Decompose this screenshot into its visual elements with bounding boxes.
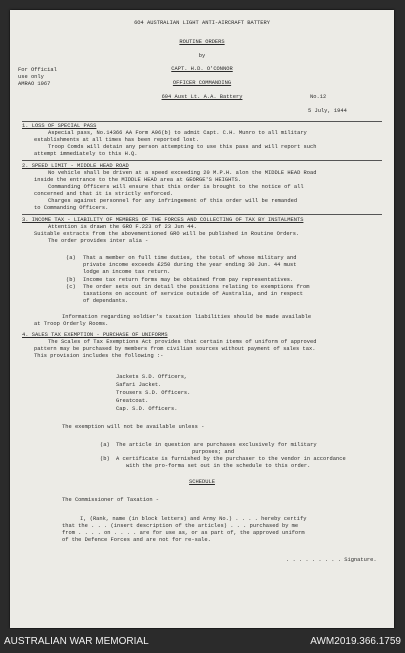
section-3-closing: at Troop Orderly Rooms. — [34, 321, 109, 327]
item-text: lodge an income tax return. — [83, 269, 171, 275]
section-1-line: establishments at all times has been reported lost. — [34, 137, 199, 143]
archive-name: AUSTRALIAN WAR MEMORIAL — [4, 636, 149, 647]
condition-text: purposes; and — [192, 449, 235, 455]
section-3-line: Suitable extracts from the abovementioned GRO will be published in Routine Orders. — [34, 231, 300, 237]
uniform-item: Trousers S.D. Officers. — [116, 390, 191, 396]
section-divider — [22, 214, 382, 215]
official-use-line-2: use only — [18, 74, 44, 80]
unit-name: 6O4 AUSTRALIAN LIGHT ANTI-AIRCRAFT BATTERY — [134, 20, 270, 26]
section-1-line: Aspecial pass, No.14366 AA Form A96(b) to admit Capt. C.H. Munro to all military — [48, 130, 307, 136]
section-2-line: No vehicle shall be driven at a speed exceeding 20 M.P.H. alon the MIDDLE HEAD Road — [48, 170, 317, 176]
condition-text: with the pro-forma set out in the schedule to this order. — [126, 463, 311, 469]
uniform-item: Cap. S.D. Officers. — [116, 406, 178, 412]
schedule-line: I, (Rank, name (in block letters) and Army No.) . . . . hereby certify — [80, 516, 307, 522]
section-1-line: Troop Comds will detain any person attempting to use this pass and will report such — [48, 144, 317, 150]
section-4-line: pattern may be purchased by members from civilian sources without payment of sales tax. — [34, 346, 316, 352]
schedule-addressee: The Commissioner of Taxation - — [62, 497, 160, 503]
document-page — [10, 10, 394, 628]
section-3-closing: Information regarding soldier's taxation liabilities should be made available — [62, 314, 312, 320]
schedule-title: SCHEDULE — [189, 479, 215, 485]
officer-role: OFFICER COMMANDING — [172, 80, 232, 86]
order-date: 5 July, 1944 — [308, 108, 347, 114]
condition-marker: (a) — [100, 442, 110, 448]
order-number: No.12 — [310, 94, 327, 100]
section-4-line: The Scales of Tax Exemptions Act provides that certain items of uniform of approved — [48, 339, 317, 345]
section-3-line: The order provides inter alia - — [48, 238, 149, 244]
section-divider — [22, 121, 382, 122]
item-text: of dependants. — [83, 298, 129, 304]
section-2-heading: 2. SPEED LIMIT - MIDDLE HEAD ROAD — [22, 163, 129, 169]
uniform-item: Safari Jacket. — [116, 382, 162, 388]
uniform-item: Greatcoat. — [116, 398, 149, 404]
section-2-line: concerned and that it is strictly enforced. — [34, 191, 174, 197]
item-marker: (c) — [66, 284, 76, 290]
condition-text: A certificate is furnished by the purchaser to the vendor in accordance — [116, 456, 346, 462]
section-2-line: Commanding Officers will ensure that this order is brought to the notice of all — [48, 184, 304, 190]
archive-reference: AWM2019.366.1759 — [310, 636, 401, 647]
item-marker: (b) — [66, 277, 76, 283]
section-3-line: Attention is drawn the GRO F.223 of 23 Jun 44. — [48, 224, 197, 230]
section-1-heading: 1. LOSS OF SPECIAL PASS — [22, 123, 97, 129]
item-text: Income tax return forms may be obtained from pay representatives. — [83, 277, 294, 283]
section-2-line: inside the entrance to the MIDDLE HEAD area at GEORGE'S HEIGHTS. — [34, 177, 242, 183]
condition-marker: (b) — [100, 456, 110, 462]
item-text: private income exceeds £250 during the year ending 30 Jun. 44 must — [83, 262, 297, 268]
item-text: That a member on full time duties, the total of whose military and — [83, 255, 297, 261]
official-use-line-1: For Official — [18, 67, 57, 73]
uniform-item: Jackets S.D. Officers, — [116, 374, 188, 380]
item-marker: (a) — [66, 255, 76, 261]
section-4-heading: 4. SALES TAX EXEMPTION - PURCHASE OF UNIFORMS — [22, 332, 168, 338]
archive-footer — [0, 629, 405, 653]
document-title: ROUTINE ORDERS — [179, 39, 225, 45]
schedule-line: from . . . . on . . . . are for use as, or as part of, the approved uniform — [62, 530, 305, 536]
section-divider — [22, 160, 382, 161]
battery-name: 604 Aust Lt. A.A. Battery — [161, 94, 243, 100]
officer-name: CAPT. H.D. O'CONNOR — [171, 66, 233, 72]
exemption-intro: The exemption will not be available unless - — [62, 424, 205, 430]
schedule-line: of the Defence Forces and are not for re-sale. — [62, 537, 211, 543]
schedule-line: that the . . . (insert description of the articles) . . . purchased by me — [62, 523, 299, 529]
section-1-line: attempt immediately to this H.Q. — [34, 151, 138, 157]
item-text: The order sets out in detail the positions relating to exemptions from — [83, 284, 310, 290]
section-4-line: This provision includes the following :- — [34, 353, 164, 359]
section-2-line: Charges against personnel for any infringement of this order will be remanded — [48, 198, 298, 204]
section-2-line: to Commanding Officers. — [34, 205, 109, 211]
section-3-heading: 3. INCOME TAX - LIABILITY OF MEMBERS OF THE FORCES AND COLLECTING OF TAX BY INSTALMENTS — [22, 217, 304, 223]
official-use-line-3: AMRAO 1067 — [18, 81, 51, 87]
by-line: by — [198, 53, 206, 59]
condition-text: The article in question are purchases exclusively for military — [116, 442, 317, 448]
signature-line: . . . . . . . . . Signature. — [286, 557, 377, 563]
item-text: taxations on account of service outside of Australia, and in respect — [83, 291, 303, 297]
